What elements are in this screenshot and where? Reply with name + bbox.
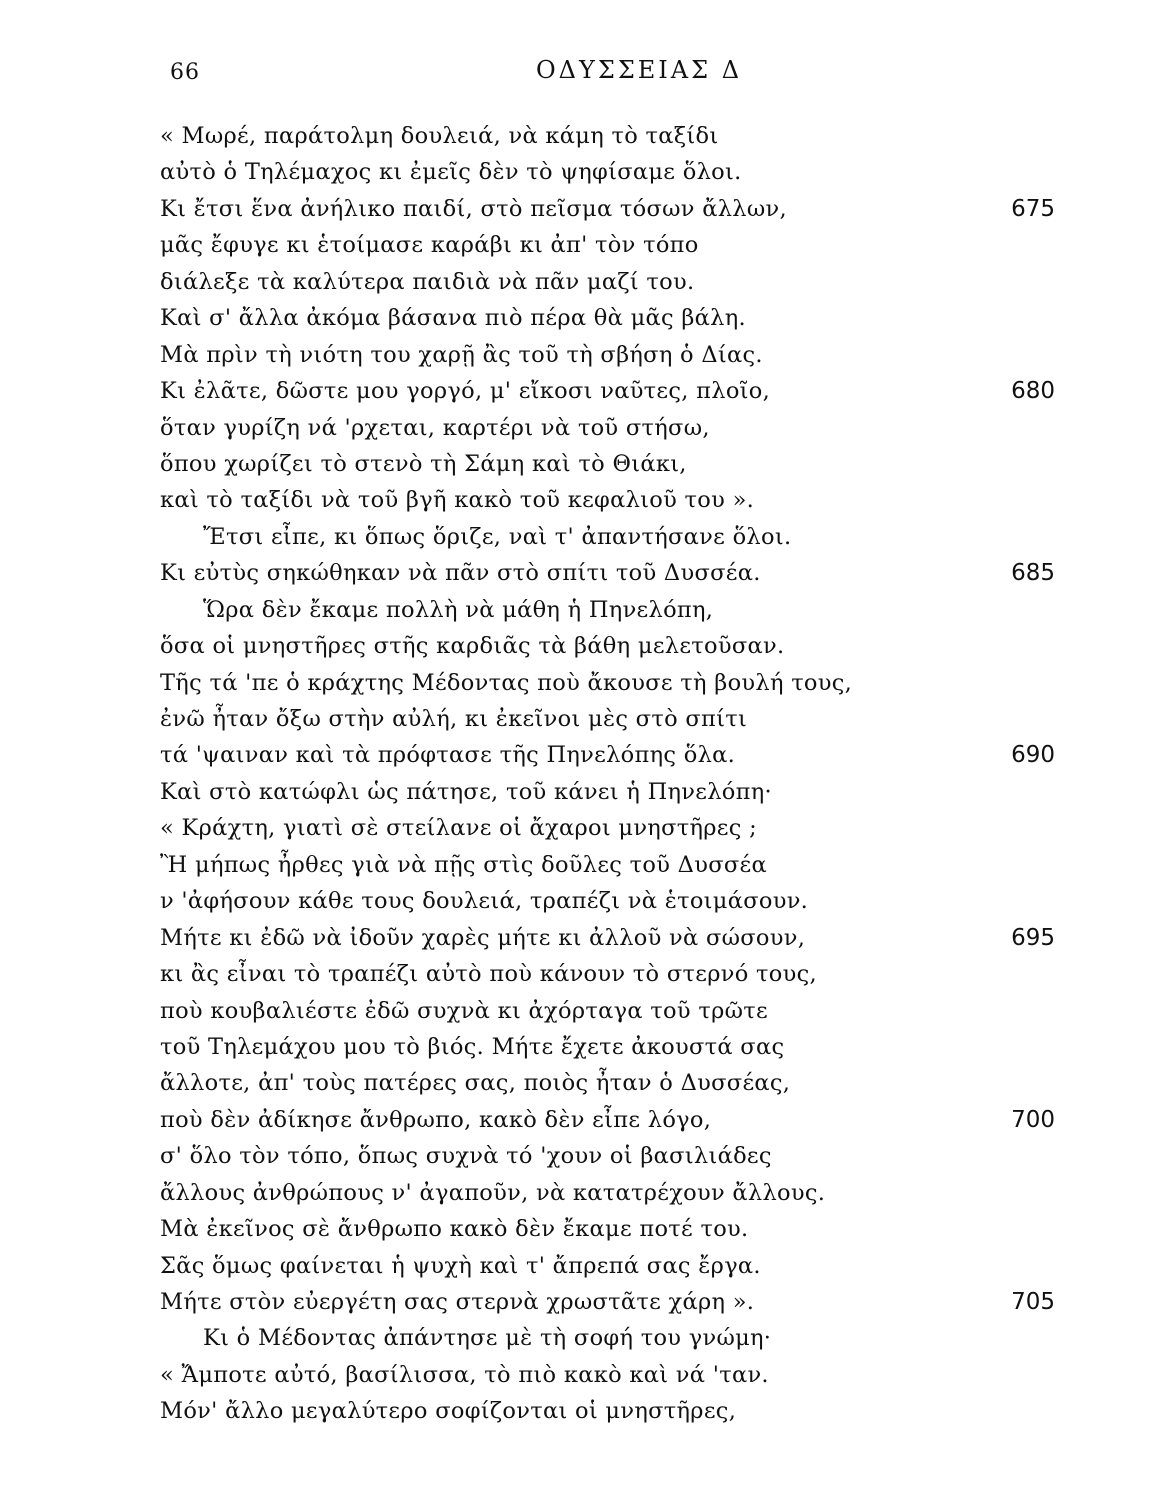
- line-number: 675: [1011, 195, 1055, 222]
- line-number: 700: [1011, 1106, 1055, 1133]
- verse-line: [0, 701, 1151, 737]
- verse-line: [0, 191, 1151, 227]
- page-number: 66: [170, 60, 200, 85]
- verse-line-text: τοῦ Τηλεμάχου μου τὸ βιός. Μήτε ἔχετε ἀκουστά σας: [160, 1033, 785, 1060]
- verse-line: [0, 1211, 1151, 1247]
- verse-line-text: Ἔτσι εἶπε, κι ὅπως ὅριζε, ναὶ τ' ἀπαντήσανε ὅλοι.: [203, 523, 792, 550]
- verse-line: [0, 956, 1151, 992]
- verse-line: [0, 410, 1151, 446]
- verse-line-text: Σᾶς ὅμως φαίνεται ἡ ψυχὴ καὶ τ' ἄπρεπά σας ἔργα.: [160, 1252, 761, 1279]
- verse-line-text: « Μωρέ, παράτολμη δουλειά, νὰ κάμη τὸ ταξίδι: [160, 123, 719, 149]
- page-header: [0, 48, 1151, 88]
- verse-line-text: ν 'ἀφήσουν κάθε τους δουλειά, τραπέζι νὰ ἑτοιμάσουν.: [160, 888, 809, 915]
- verse-line-text: « Κράχτη, γιατὶ σὲ στείλανε οἱ ἄχαροι μνηστῆρες ;: [160, 815, 757, 842]
- verse-line: [0, 519, 1151, 555]
- verse-line-text: « Ἄμποτε αὐτό, βασίλισσα, τὸ πιὸ κακὸ καὶ νά 'ταν.: [160, 1361, 769, 1388]
- verse-line: [0, 1065, 1151, 1101]
- verse-line-text: ποὺ δὲν ἀδίκησε ἄνθρωπο, κακὸ δὲν εἶπε λόγο,: [160, 1106, 712, 1133]
- verse-line-text: Μὰ ἐκεῖνος σὲ ἄνθρωπο κακὸ δὲν ἔκαμε ποτέ του.: [160, 1216, 749, 1243]
- verse-line: [0, 1138, 1151, 1174]
- line-number: 685: [1011, 560, 1055, 587]
- verse-line-text: Κι ἔτσι ἕνα ἀνήλικο παιδί, στὸ πεῖσμα τόσων ἄλλων,: [160, 195, 787, 222]
- verse-line: [0, 1102, 1151, 1138]
- verse-line-text: Μόν' ἄλλο μεγαλύτερο σοφίζονται οἱ μνηστῆρες,: [160, 1398, 737, 1425]
- verse-block: [0, 118, 1151, 1430]
- verse-line-text: ὅσα οἱ μνηστῆρες στῆς καρδιᾶς τὰ βάθη μελετοῦσαν.: [160, 633, 785, 660]
- verse-line-text: ποὺ κουβαλιέστε ἐδῶ συχνὰ κι ἀχόρταγα τοῦ τρῶτε: [160, 997, 768, 1024]
- verse-line: [0, 920, 1151, 956]
- verse-line-text: Καὶ στὸ κατώφλι ὡς πάτησε, τοῦ κάνει ἡ Πηνελόπη·: [160, 778, 772, 805]
- verse-line-text: ὅταν γυρίζη νά 'ρχεται, καρτέρι νὰ τοῦ στήσω,: [160, 414, 710, 441]
- verse-line-text: Τῆς τά 'πε ὁ κράχτης Μέδοντας ποὺ ἄκουσε τὴ βουλή τους,: [160, 669, 853, 696]
- verse-line: [0, 264, 1151, 300]
- verse-line: [0, 628, 1151, 664]
- verse-line-text: ἐνῶ ἦταν ὄξω στὴν αὐλή, κι ἐκεῖνοι μὲς στὸ σπίτι: [160, 706, 748, 732]
- verse-line-text: κι ἂς εἶναι τὸ τραπέζι αὐτὸ ποὺ κάνουν τὸ στερνό τους,: [160, 961, 817, 988]
- line-number: 695: [1011, 924, 1055, 951]
- verse-line: [0, 227, 1151, 263]
- verse-line-text: Μήτε κι ἐδῶ νὰ ἰδοῦν χαρὲς μήτε κι ἀλλοῦ νὰ σώσουν,: [160, 924, 806, 951]
- verse-line: [0, 810, 1151, 846]
- verse-line-text: Ἢ μήπως ἦρθες γιὰ νὰ πῇς στὶς δοῦλες τοῦ Δυσσέα: [160, 851, 767, 878]
- verse-line: [0, 1175, 1151, 1211]
- verse-line-text: Κι ὁ Μέδοντας ἀπάντησε μὲ τὴ σοφή του γνώμη·: [203, 1325, 772, 1352]
- verse-line: [0, 1393, 1151, 1429]
- verse-line: [0, 446, 1151, 482]
- verse-line: [0, 665, 1151, 701]
- verse-line-text: Καὶ σ' ἄλλα ἀκόμα βάσανα πιὸ πέρα θὰ μᾶς βάλη.: [160, 305, 746, 332]
- line-number: 680: [1011, 378, 1055, 405]
- verse-line-text: διάλεξε τὰ καλύτερα παιδιὰ νὰ πᾶν μαζί του.: [160, 268, 695, 295]
- verse-line-text: ὅπου χωρίζει τὸ στενὸ τὴ Σάμη καὶ τὸ Θιάκι,: [160, 450, 687, 477]
- verse-line-text: σ' ὅλο τὸν τόπο, ὅπως συχνὰ τό 'χουν οἱ βασιλιάδες: [160, 1143, 772, 1170]
- verse-line-text: Ὥρα δὲν ἔκαμε πολλὴ νὰ μάθη ἡ Πηνελόπη,: [203, 596, 714, 623]
- verse-line-text: τά 'ψαιναν καὶ τὰ πρόφτασε τῆς Πηνελόπης ὅλα.: [160, 742, 736, 769]
- line-number: 705: [1011, 1289, 1055, 1315]
- verse-line-text: καὶ τὸ ταξίδι νὰ τοῦ βγῆ κακὸ τοῦ κεφαλιοῦ του ».: [160, 487, 755, 514]
- verse-line: [0, 883, 1151, 919]
- verse-line-text: ἄλλοτε, ἀπ' τοὺς πατέρες σας, ποιὸς ἦταν ὁ Δυσσέας,: [160, 1070, 791, 1097]
- verse-line: [0, 1357, 1151, 1393]
- verse-line: [0, 1248, 1151, 1284]
- verse-line: [0, 1029, 1151, 1065]
- verse-line: [0, 592, 1151, 628]
- verse-line: [0, 154, 1151, 190]
- line-number: 690: [1011, 742, 1055, 769]
- verse-line-text: Μήτε στὸν εὐεργέτη σας στερνὰ χρωστᾶτε χάρη ».: [160, 1289, 755, 1315]
- verse-line-text: αὐτὸ ὁ Τηλέμαχος κι ἐμεῖς δὲν τὸ ψηφίσαμε ὅλοι.: [160, 159, 742, 186]
- verse-line-text: ἄλλους ἀνθρώπους ν' ἀγαποῦν, νὰ κατατρέχουν ἄλλους.: [160, 1179, 826, 1206]
- verse-line-text: μᾶς ἔφυγε κι ἑτοίμασε καράβι κι ἀπ' τὸν τόπο: [160, 232, 699, 259]
- verse-line: [0, 373, 1151, 409]
- verse-line: [0, 847, 1151, 883]
- verse-line: [0, 1284, 1151, 1320]
- verse-line: [0, 555, 1151, 591]
- verse-line: [0, 482, 1151, 518]
- running-title: ΟΔΥΣΣΕΙΑΣ Δ: [536, 56, 743, 84]
- verse-line: [0, 337, 1151, 373]
- verse-line-text: Κι εὐτὺς σηκώθηκαν νὰ πᾶν στὸ σπίτι τοῦ Δυσσέα.: [160, 560, 761, 587]
- verse-line-text: Μὰ πρὶν τὴ νιότη του χαρῇ ἂς τοῦ τὴ σβήση ὁ Δίας.: [160, 341, 763, 368]
- verse-line: [0, 993, 1151, 1029]
- verse-line: [0, 300, 1151, 336]
- verse-line: [0, 1320, 1151, 1356]
- verse-line-text: Κι ἐλᾶτε, δῶστε μου γοργό, μ' εἴκοσι ναῦτες, πλοῖο,: [160, 378, 771, 405]
- verse-line: [0, 737, 1151, 773]
- verse-line: [0, 118, 1151, 154]
- verse-line: [0, 774, 1151, 810]
